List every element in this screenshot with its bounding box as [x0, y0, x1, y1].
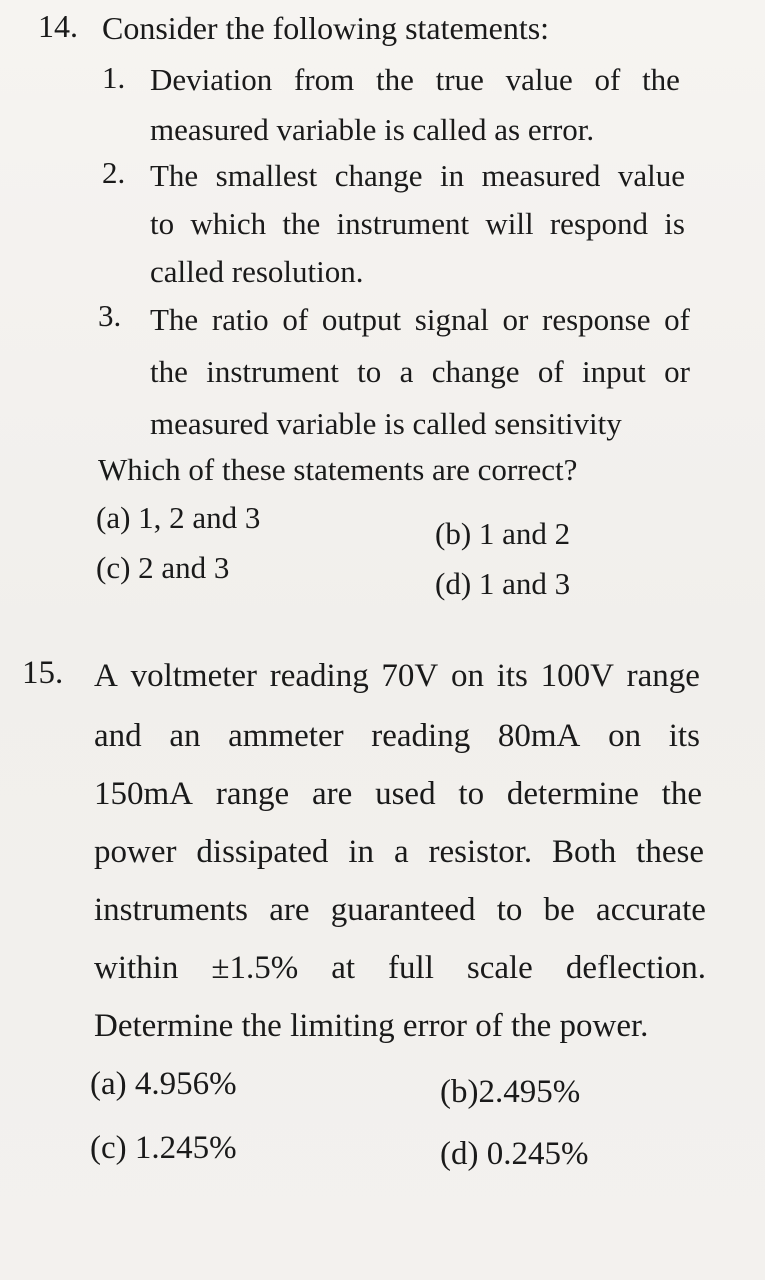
statement-line: measured variable is called sensitivity	[150, 406, 622, 441]
question-line: Determine the limiting error of the power.	[94, 1008, 649, 1044]
option-d: (d) 1 and 3	[435, 566, 571, 601]
statement-number: 1.	[102, 60, 126, 95]
question-intro: Consider the following statements:	[102, 10, 550, 46]
statement-line: Deviation from the true value of the	[150, 62, 680, 97]
question-prompt: Which of these statements are correct?	[98, 452, 578, 487]
statement-line: to which the instrument will respond is	[150, 206, 685, 241]
question-line: 150mA range are used to determine the	[94, 776, 702, 812]
statement-line: the instrument to a change of input or	[150, 354, 690, 389]
question-number: 15.	[22, 655, 64, 691]
question-line: A voltmeter reading 70V on its 100V range	[94, 658, 700, 694]
question-number: 14.	[38, 8, 78, 44]
statement-line: The smallest change in measured value	[150, 158, 685, 193]
statement-number: 2.	[102, 155, 126, 190]
statement-number: 3.	[98, 298, 122, 333]
question-line: power dissipated in a resistor. Both these	[94, 834, 704, 870]
statement-line: measured variable is called as error.	[150, 112, 595, 147]
option-c: (c) 2 and 3	[96, 550, 230, 585]
statement-line: The ratio of output signal or response of	[150, 302, 690, 337]
option-b: (b)2.495%	[440, 1074, 581, 1110]
question-line: instruments are guaranteed to be accurate	[94, 892, 706, 928]
option-d: (d) 0.245%	[440, 1136, 589, 1172]
question-line: within ±1.5% at full scale deflection.	[94, 950, 706, 986]
option-a: (a) 4.956%	[90, 1066, 237, 1102]
statement-line: called resolution.	[150, 254, 364, 289]
option-c: (c) 1.245%	[90, 1130, 237, 1166]
option-a: (a) 1, 2 and 3	[96, 500, 261, 535]
option-b: (b) 1 and 2	[435, 516, 571, 551]
question-line: and an ammeter reading 80mA on its	[94, 718, 700, 754]
